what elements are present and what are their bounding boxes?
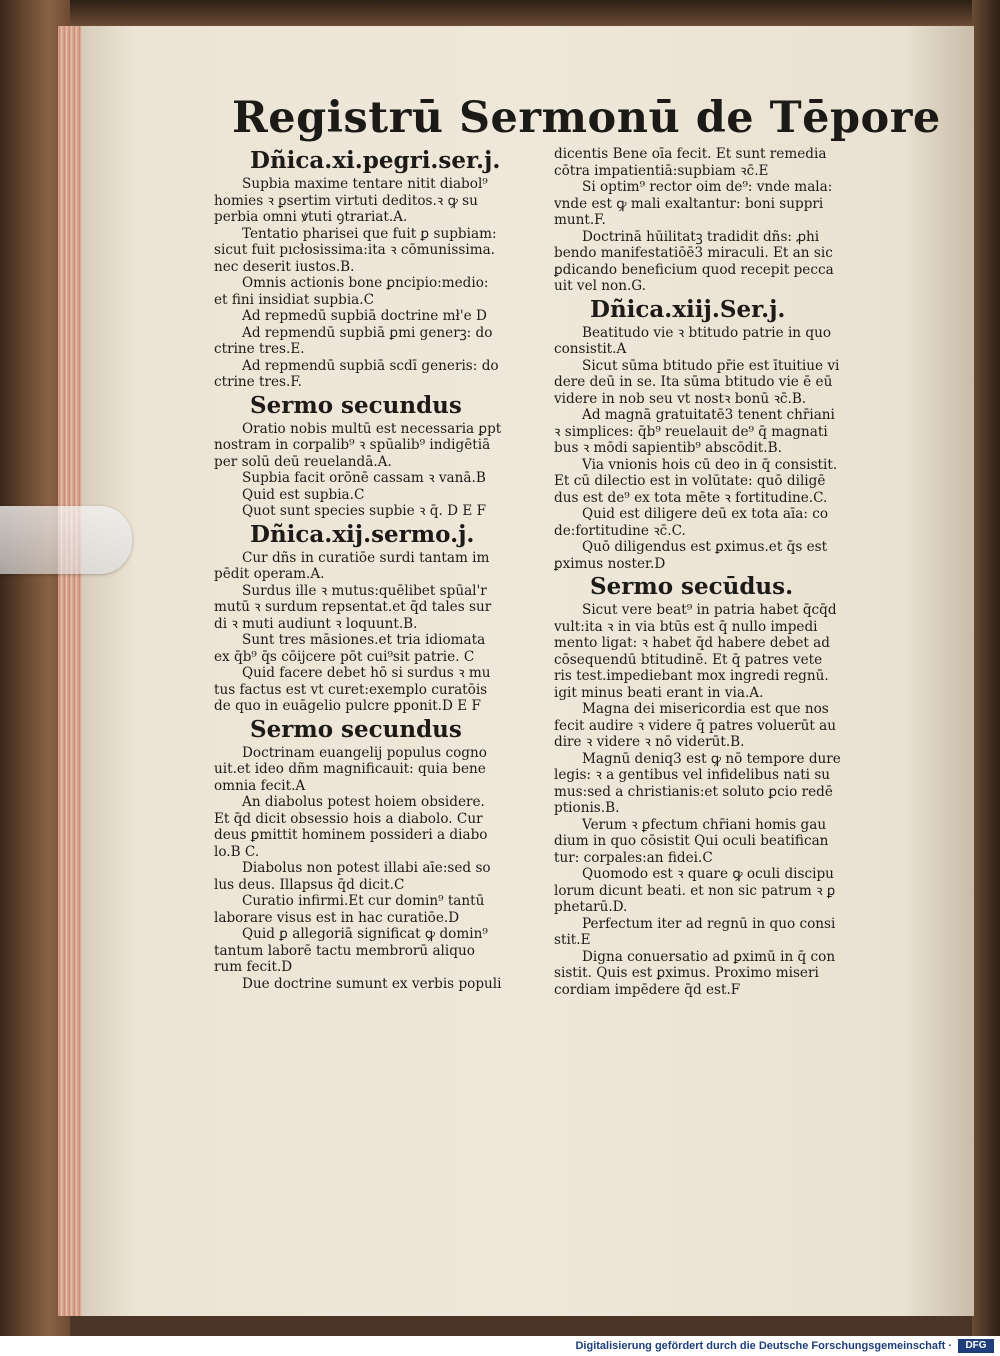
text-line: cordiam impēdere q̄d est.F: [554, 981, 741, 998]
text-line: dicentis Bene oīa fecit. Et sunt remedia: [554, 146, 827, 162]
text-line: cōtra impatientiā:supbiam ꝛc̄.E: [554, 162, 769, 179]
text-line: de quo in euāgelio pulcre ꝑponit.D E F: [214, 698, 481, 714]
text-line: uit vel non.G.: [554, 278, 646, 294]
text-line: ctrine tres.E.: [214, 341, 305, 357]
text-line: ris test.impediebant mox ingredi regnū.: [554, 668, 829, 684]
text-line: mento ligat: ꝛ habet q̄d habere debet ad: [554, 635, 830, 651]
text-line: perbia omni ꝟtuti ꝯtrariat.A.: [214, 209, 408, 225]
text-line: ꝛ simplices: q̄b⁹ reuelauit de⁹ q̄ magnati: [554, 423, 828, 440]
text-line: Quid est supbia.C: [242, 486, 365, 503]
text-line: Due doctrine sumunt ex verbis populi: [242, 975, 502, 992]
text-line: Quomodo est ꝛ quare ꝙ oculi discipu: [582, 866, 834, 882]
text-line: et fini insidiat supbia.C: [214, 291, 374, 308]
text-line: vult:ita ꝛ in via btūs est q̄ nullo impedi: [554, 618, 818, 635]
text-line: Sicut vere beat⁹ in patria habet q̄cq̄d: [582, 602, 837, 618]
text-line: Via vnionis hois cū deo in q̄ consistit.: [582, 456, 838, 473]
text-line: Ad repmedū supbiā doctrine mł'e D: [242, 308, 487, 324]
text-line: Quot sunt species supbie ꝛ q̄. D E F: [242, 503, 487, 519]
text-line: de:fortitudine ꝛc̄.C.: [554, 522, 686, 539]
text-line: per solū deū reuelandā.A.: [214, 453, 392, 470]
text-line: Doctrinam euangelij populus cogno: [242, 744, 487, 761]
text-line: Perfectum iter ad regnū in quo consi: [582, 915, 836, 932]
page-holder-clip: [0, 506, 132, 574]
text-line: mus:sed a christianis:et soluto ꝑcio redē: [554, 783, 833, 800]
footer-bar: [0, 1336, 1000, 1356]
text-line: lus deus. Illapsus q̄d dicit.C: [214, 876, 405, 893]
text-line: Quid facere debet hō si surdus ꝛ mu: [242, 665, 491, 681]
section-heading: Dñica.xij.sermo.j.: [250, 520, 475, 548]
text-line: munt.F.: [554, 212, 606, 228]
text-line: Omnis actionis bone ꝑncipio:medio:: [242, 275, 489, 291]
text-line: Curatio infirmi.Et cur domin⁹ tantū: [242, 893, 485, 909]
text-line: fecit audire ꝛ videre q̄ patres voluerūt au: [554, 717, 837, 734]
section-heading: Sermo secundus: [250, 715, 462, 743]
text-line: Quid ꝑ allegoriā significat ꝙ domin⁹: [242, 926, 488, 942]
text-line: igit minus beati erant in via.A.: [554, 684, 764, 701]
text-line: Surdus ille ꝛ mutus:quēlibet spūal'r: [242, 582, 487, 599]
right-text-column: [554, 146, 896, 998]
text-line: sistit. Quis est ꝑximus. Proximo miseri: [554, 965, 819, 981]
text-line: tus factus est vt curet:exemplo curatōis: [214, 681, 488, 698]
text-line: Ad magnā gratuitatē3 tenent chr̄iani: [582, 407, 835, 423]
text-line: Magnū deniq3 est ꝙ nō tempore dure: [582, 750, 841, 767]
text-line: nostram in corpalib⁹ ꝛ spūalib⁹ indigētiā: [214, 437, 491, 453]
text-line: bus ꝛ mōdi sapientib⁹ abscōdit.B.: [554, 440, 782, 456]
text-line: rum fecit.D: [214, 959, 293, 975]
text-line: nec deserit iustos.B.: [214, 258, 355, 275]
text-line: dus est de⁹ ex tota mēte ꝛ fortitudine.C.: [554, 489, 828, 506]
text-line: consistit.A: [554, 341, 627, 357]
text-line: Supbia facit orōnē cassam ꝛ vanā.B: [242, 470, 486, 486]
text-line: Ad repmendū supbiā scdī generis: do: [242, 357, 499, 374]
text-line: di ꝛ muti audiunt ꝛ loquunt.B.: [214, 615, 418, 632]
text-line: vnde est ꝙ mali exaltantur: boni suppri: [554, 195, 824, 212]
text-line: pēdit operam.A.: [214, 566, 325, 582]
text-line: homies ꝛ ꝑsertim virtuti deditos.ꝛ ꝙ su: [214, 192, 478, 209]
text-line: deus ꝑmittit hominem possideri a diabo: [214, 827, 488, 843]
text-line: legis: ꝛ a gentibus vel infidelibus nati su: [554, 767, 831, 783]
text-line: dere deū in se. Ita sūma btitudo vie ē eū: [554, 374, 833, 390]
text-line: Supbia maxime tentare nitit diabol⁹: [242, 176, 488, 192]
text-line: ꝑximus noster.D: [554, 555, 666, 572]
text-line: Digna conuersatio ad ꝑximū in q̄ con: [582, 948, 836, 965]
book-cover-top: [0, 0, 1000, 26]
text-line: Sicut sūma btitudo pr̄ie est ītuitiue vi: [582, 357, 840, 374]
text-line: tur: corpales:an fidei.C: [554, 849, 713, 866]
section-heading: Dñica.xi.pegri.ser.j.: [250, 147, 501, 174]
text-line: dire ꝛ videre ꝛ nō viderūt.B.: [554, 734, 745, 750]
text-line: Sunt tres māsiones.et tria idiomata: [242, 632, 486, 648]
text-line: omnia fecit.A: [214, 777, 306, 794]
text-line: ꝑdicando beneficium quod recepit pecca: [554, 261, 834, 278]
book-cover-right: [972, 0, 1000, 1336]
text-line: laborare visus est in hac curatiōe.D: [214, 909, 460, 926]
text-line: Beatitudo vie ꝛ btitudo patrie in quo: [582, 324, 832, 341]
text-line: Tentatio pharisei que fuit ꝑ supbiam:: [242, 225, 497, 242]
text-line: ex q̄b⁹ q̄s cōijcere pōt cui⁹sit patrie. C: [214, 648, 475, 665]
text-line: Cur dñs in curatiōe surdi tantam im: [242, 549, 490, 566]
text-line: Quō diligendus est ꝑximus.et q̄s est: [582, 539, 828, 555]
text-line: videre in nob̄ seu vt nostꝛ bonū ꝛc̄.B.: [554, 390, 807, 407]
section-heading: Sermo secūdus.: [590, 573, 794, 600]
text-line: Et q̄d dicit obsessio hois a diabolo. Cur: [214, 810, 483, 827]
text-line: bendo manifestatiōē3 miraculi. Et an sic: [554, 245, 833, 261]
text-line: Doctrinā hūilitatꝫ tradidit dñs: ꝓhi: [582, 228, 820, 245]
text-line: lo.B C.: [214, 843, 260, 860]
dfg-logo: DFG: [958, 1339, 994, 1353]
text-line: mutū ꝛ surdum repsentat.et q̄d tales sur: [214, 599, 492, 615]
text-line: stit.E: [554, 932, 591, 948]
text-line: Diabolus non potest illabi aīe:sed so: [242, 860, 491, 876]
text-line: Oratio nobis multū est necessaria ꝑpt: [242, 420, 502, 437]
text-line: tantum laborē tactu membrorū aliquo: [214, 942, 475, 959]
text-line: cōsequendū btitudinē. Et q̄ patres vete: [554, 651, 823, 668]
funding-notice: Digitalisierung gefördert durch die Deutsche Forschungsgemeinschaft ·: [575, 1340, 952, 1352]
text-line: ctrine tres.F.: [214, 374, 302, 390]
page-header-title: Registrū Sermonū de Tēpore: [232, 93, 941, 143]
left-text-column: [214, 146, 556, 992]
section-heading: Dñica.xiij.Ser.j.: [590, 295, 786, 323]
text-line: ptionis.B.: [554, 800, 620, 816]
text-line: Magna dei misericordia est que nos: [582, 701, 829, 717]
text-line: lorum dicunt beati. et non sic patrum ꝛ ꝑ: [554, 882, 836, 899]
text-line: phetarū.D.: [554, 899, 628, 915]
text-line: Ad repmendū supbiā ꝑmi generꝫ: do: [242, 324, 493, 341]
text-line: Quid est diligere deū ex tota aīa: co: [582, 506, 829, 522]
text-line: Si optim⁹ rector oim de⁹: vnde mala:: [582, 179, 833, 195]
text-line: An diabolus potest hoiem obsidere.: [242, 794, 485, 810]
text-line: Et cū dilectio est in volūtate: quō diligē: [554, 473, 826, 489]
text-line: Verum ꝛ ꝑfectum chr̄iani homis gau: [582, 816, 827, 833]
section-heading: Sermo secundus: [250, 391, 462, 419]
text-line: dium in quo cōsistit Qui oculi beatifican: [554, 833, 829, 849]
text-line: sicut fuit pıcłosissima:ita ꝛ cōmunissima.: [214, 242, 496, 258]
text-line: uit.et ideo dñm magnificauit: quia bene: [214, 761, 486, 777]
